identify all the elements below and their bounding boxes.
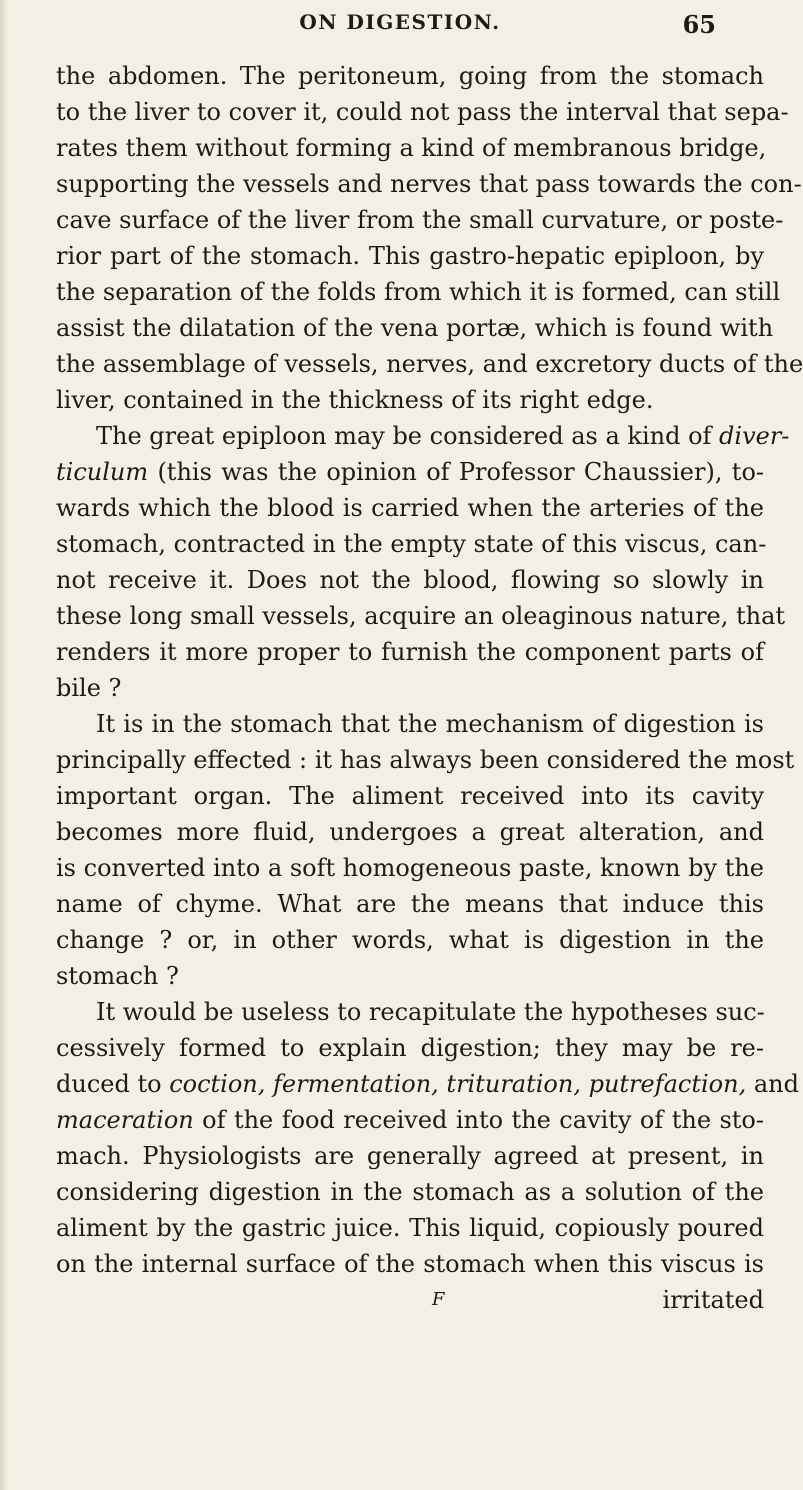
text-segment: these long small vessels, acquire an oleaginous nature, that [56, 602, 786, 630]
text-line [56, 94, 789, 130]
text-segment: considering digestion in the stomach as a solution of the [56, 1178, 764, 1206]
text-line [56, 1246, 764, 1282]
text-segment: to the liver to cover it, could not pass the interval that sepa- [56, 98, 789, 126]
text-line [56, 130, 767, 166]
text-line [56, 1174, 764, 1210]
text-segment: assist the dilatation of the vena portæ, which is found with [56, 314, 774, 342]
text-line [56, 382, 764, 418]
text-line [56, 454, 764, 490]
text-line [56, 202, 784, 238]
text-line [56, 778, 764, 814]
text-segment: becomes more fluid, undergoes a great alteration, and [56, 818, 764, 846]
text-line [56, 1030, 764, 1066]
text-segment: bile ? [56, 674, 122, 702]
text-segment: the separation of the folds from which it is formed, can still [56, 278, 781, 306]
text-line [56, 166, 802, 202]
text-segment: the assemblage of vessels, nerves, and excretory ducts of the [56, 350, 803, 378]
text-segment: supporting the vessels and nerves that pass towards the con- [56, 170, 802, 198]
text-segment: of the food received into the cavity of the sto- [193, 1106, 764, 1134]
text-line [56, 670, 764, 706]
text-line [56, 994, 764, 1030]
italic-text: diver- [719, 422, 790, 450]
text-segment: stomach ? [56, 962, 179, 990]
text-segment: duced to [56, 1070, 170, 1098]
text-line [56, 886, 764, 922]
text-segment: principally effected : it has always been considered the most [56, 746, 795, 774]
text-segment: change ? or, in other words, what is digestion in the [56, 926, 764, 954]
text-line [56, 598, 786, 634]
text-line [56, 922, 764, 958]
text-line [56, 850, 764, 886]
text-line [56, 238, 764, 274]
signature-mark: F [432, 1289, 445, 1310]
text-segment: It is in the stomach that the mechanism of digestion is [96, 710, 764, 738]
text-segment: is converted into a soft homogeneous paste, known by the [56, 854, 764, 882]
text-line [56, 58, 764, 94]
text-segment: the abdomen. The peritoneum, going from the stomach [56, 62, 764, 90]
binding-shadow [0, 0, 8, 1490]
text-segment: cave surface of the liver from the small curvature, or poste- [56, 206, 784, 234]
text-line [56, 706, 764, 742]
text-line [56, 958, 764, 994]
text-segment: mach. Physiologists are generally agreed at present, in [56, 1142, 764, 1170]
text-line [56, 742, 795, 778]
text-line [56, 526, 767, 562]
text-segment: on the internal surface of the stomach when this viscus is [56, 1250, 764, 1278]
page-number: 65 [682, 10, 716, 39]
italic-text: maceration [56, 1106, 194, 1134]
text-segment: name of chyme. What are the means that induce this [56, 890, 764, 918]
text-segment: not receive it. Does not the blood, flowing so slowly in [56, 566, 764, 594]
text-line [56, 310, 774, 346]
text-segment: It would be useless to recapitulate the hypotheses suc- [96, 998, 765, 1026]
text-segment: and [746, 1070, 799, 1098]
text-segment: rior part of the stomach. This gastro-hepatic epiploon, by [56, 242, 764, 270]
italic-text: ticulum [56, 458, 149, 486]
text-segment: renders it more proper to furnish the component parts of [56, 638, 764, 666]
text-line [56, 490, 764, 526]
text-line [56, 346, 803, 382]
text-line [56, 1066, 799, 1102]
text-segment: (this was the opinion of Professor Chaussier), to- [148, 458, 764, 486]
text-line [56, 634, 764, 670]
text-line [56, 1210, 764, 1246]
text-segment: aliment by the gastric juice. This liquid, copiously poured [56, 1214, 764, 1242]
italic-text: coction, fermentation, trituration, putrefaction, [169, 1070, 747, 1098]
text-line [56, 562, 764, 598]
text-line [56, 418, 790, 454]
running-title: ON DIGESTION. [299, 10, 501, 34]
text-segment: stomach, contracted in the empty state of this viscus, can- [56, 530, 767, 558]
text-segment: important organ. The aliment received into its cavity [56, 782, 764, 810]
text-segment: liver, contained in the thickness of its right edge. [56, 386, 654, 414]
text-segment: cessively formed to explain digestion; they may be re- [56, 1034, 764, 1062]
text-segment: rates them without forming a kind of membranous bridge, [56, 134, 767, 162]
text-segment: The great epiploon may be considered as a kind of [96, 422, 720, 450]
text-segment: wards which the blood is carried when the arteries of the [56, 494, 764, 522]
text-line [56, 1138, 764, 1174]
page-footer [0, 1282, 800, 1318]
text-line [56, 814, 764, 850]
body-text [56, 58, 803, 1282]
catchword: irritated [662, 1286, 764, 1314]
text-line [56, 274, 781, 310]
text-line [56, 1102, 764, 1138]
